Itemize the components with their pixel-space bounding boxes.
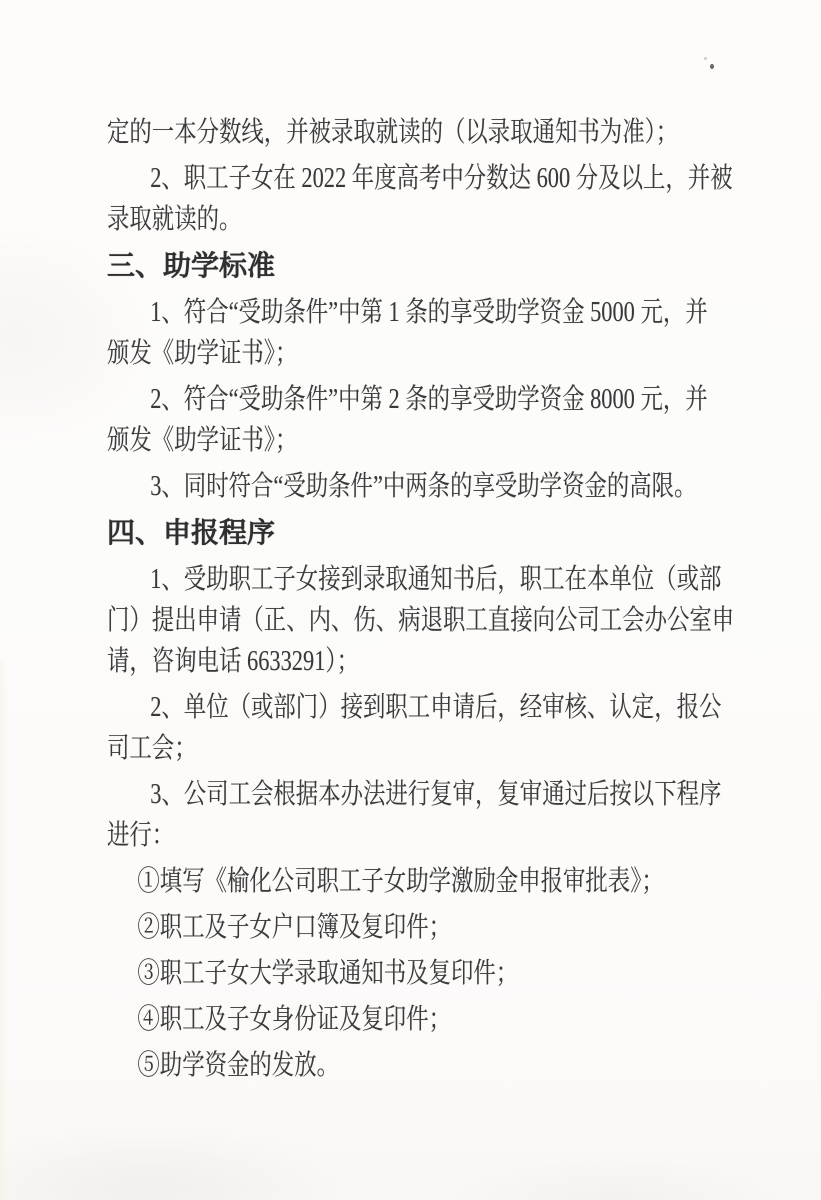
scan-ink-speck (710, 64, 714, 69)
text-line: ⑤助学资金的发放。 (137, 1050, 340, 1081)
text-line: ③职工子女大学录取通知书及复印件； (137, 958, 519, 989)
text-line: 1、符合“受助条件”中第 1 条的享受助学资金 5000 元，并 (150, 297, 708, 328)
text-line: 颁发《助学证书》； (107, 425, 298, 456)
text-line: 2、职工子女在 2022 年度高考中分数达 600 分及以上，并被 (150, 163, 733, 194)
text-line: 录取就读的。 (107, 204, 242, 235)
document-text-block (107, 112, 787, 1086)
text-line: ②职工及子女户口簿及复印件； (137, 912, 452, 943)
text-line: ④职工及子女身份证及复印件； (137, 1004, 452, 1035)
text-line: 请，咨询电话 6633291）； (107, 646, 360, 677)
text-line: 司工会； (107, 733, 197, 764)
text-line: 颁发《助学证书》； (107, 338, 298, 369)
text-line: 1、受助职工子女接到录取通知书后，职工在本单位（或部 (150, 564, 722, 595)
scan-speck-faint (704, 57, 707, 60)
scan-edge-tint (0, 660, 7, 1200)
text-line: 定的一本分数线，并被录取就读的（以录取通知书为准）； (107, 117, 679, 148)
text-line: ①填写《榆化公司职工子女助学激励金申报审批表》； (137, 866, 664, 897)
text-line: 进行： (107, 820, 175, 851)
section-heading: 四、申报程序 (107, 518, 276, 549)
text-line: 2、单位（或部门）接到职工申请后，经审核、认定，报公 (150, 692, 722, 723)
text-line: 门）提出申请（正、内、伤、病退职工直接向公司工会办公室申 (107, 605, 735, 636)
text-line: 3、同时符合“受助条件”中两条的享受助学资金的高限。 (150, 471, 697, 502)
section-heading: 三、助学标准 (107, 251, 276, 282)
text-line: 2、符合“受助条件”中第 2 条的享受助学资金 8000 元，并 (150, 384, 708, 415)
text-line: 3、公司工会根据本办法进行复审，复审通过后按以下程序 (150, 779, 722, 810)
